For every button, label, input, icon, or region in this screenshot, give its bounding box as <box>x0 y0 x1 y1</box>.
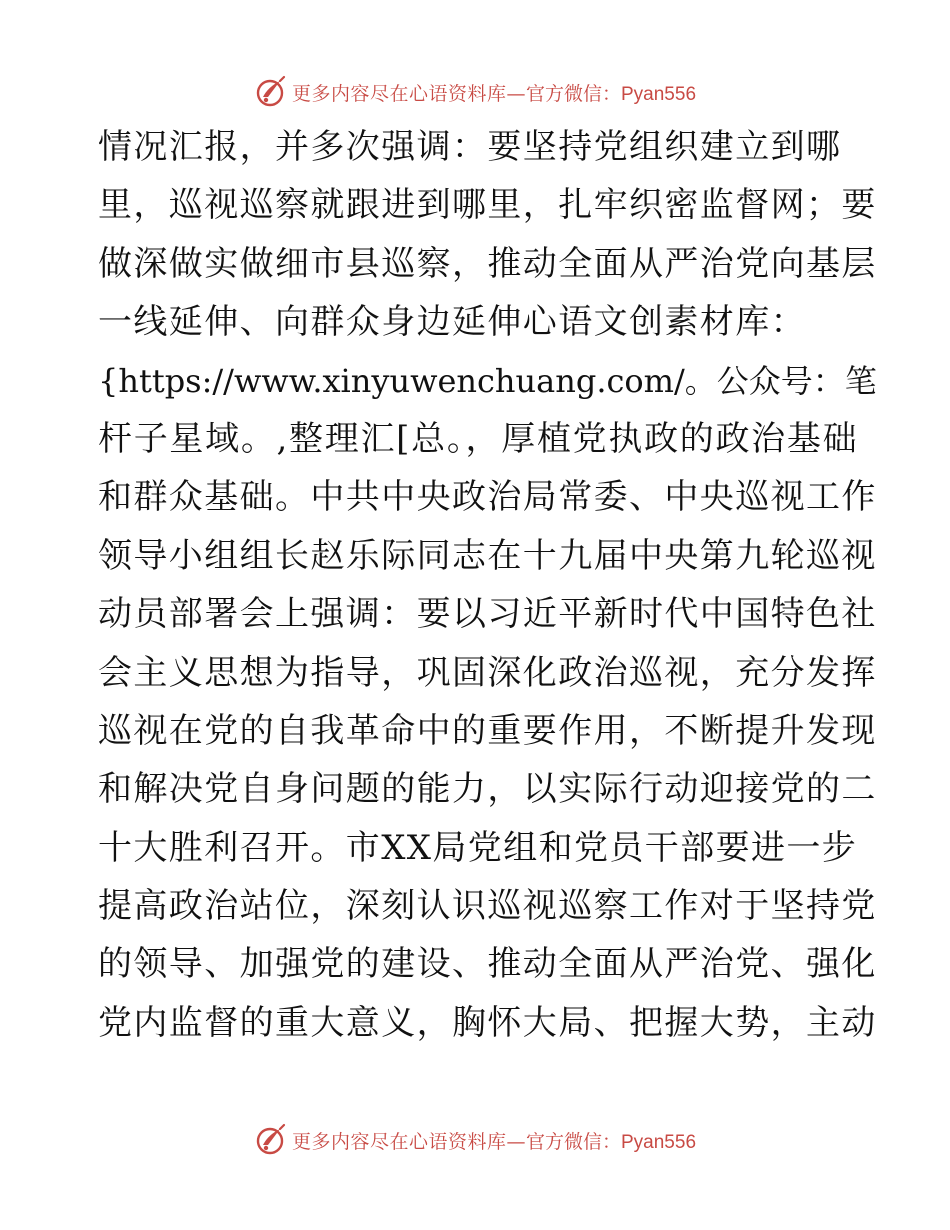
text-line: 杆子星域。,整理汇[总。，厚植党执政的政治基础 <box>98 418 858 459</box>
watermark-text: 更多内容尽在心语资料库— <box>291 82 526 105</box>
text-line: 的领导、加强党的建设、推动全面从严治党、强化 <box>98 944 877 985</box>
header-watermark <box>0 72 950 112</box>
text-line: 做深做实做细市县巡察，推动全面从严治党向基层 <box>98 243 877 284</box>
text-line: 和解决党自身问题的能力，以实际行动迎接党的二 <box>98 769 877 810</box>
text-line: 党内监督的重大意义，胸怀大局、把握大势，主动 <box>98 1002 877 1043</box>
document-body <box>98 118 877 1052</box>
text-line: {https://www.xinyuwenchuang.com/。公众号：笔 <box>98 361 877 400</box>
text-line: 巡视在党的自我革命中的重要作用，不断提升发现 <box>98 710 877 751</box>
watermark-contact: 官方微信：Pyan556 <box>526 1131 697 1153</box>
text-line: 会主义思想为指导，巩固深化政治巡视，充分发挥 <box>98 652 877 693</box>
text-line: 提高政治站位，深刻认识巡视巡察工作对于坚持党 <box>98 886 877 927</box>
brush-logo-icon <box>254 75 288 109</box>
text-line: 里，巡视巡察就跟进到哪里，扎牢织密监督网；要 <box>98 185 877 226</box>
brush-logo-icon <box>254 1123 288 1157</box>
footer-watermark <box>0 1120 950 1160</box>
text-line: 情况汇报，并多次强调：要坚持党组织建立到哪 <box>98 127 842 167</box>
watermark-text: 更多内容尽在心语资料库— <box>291 1130 526 1153</box>
text-line: 一线延伸、向群众身边延伸心语文创素材库： <box>98 302 806 343</box>
text-line: 和群众基础。中共中央政治局常委、中央巡视工作 <box>98 477 877 518</box>
text-line: 十大胜利召开。市XX局党组和党员干部要进一步 <box>98 827 858 868</box>
text-line: 领导小组组长赵乐际同志在十九届中央第九轮巡视 <box>98 535 877 576</box>
watermark-contact: 官方微信：Pyan556 <box>526 83 697 105</box>
text-line: 动员部署会上强调：要以习近平新时代中国特色社 <box>98 594 877 635</box>
